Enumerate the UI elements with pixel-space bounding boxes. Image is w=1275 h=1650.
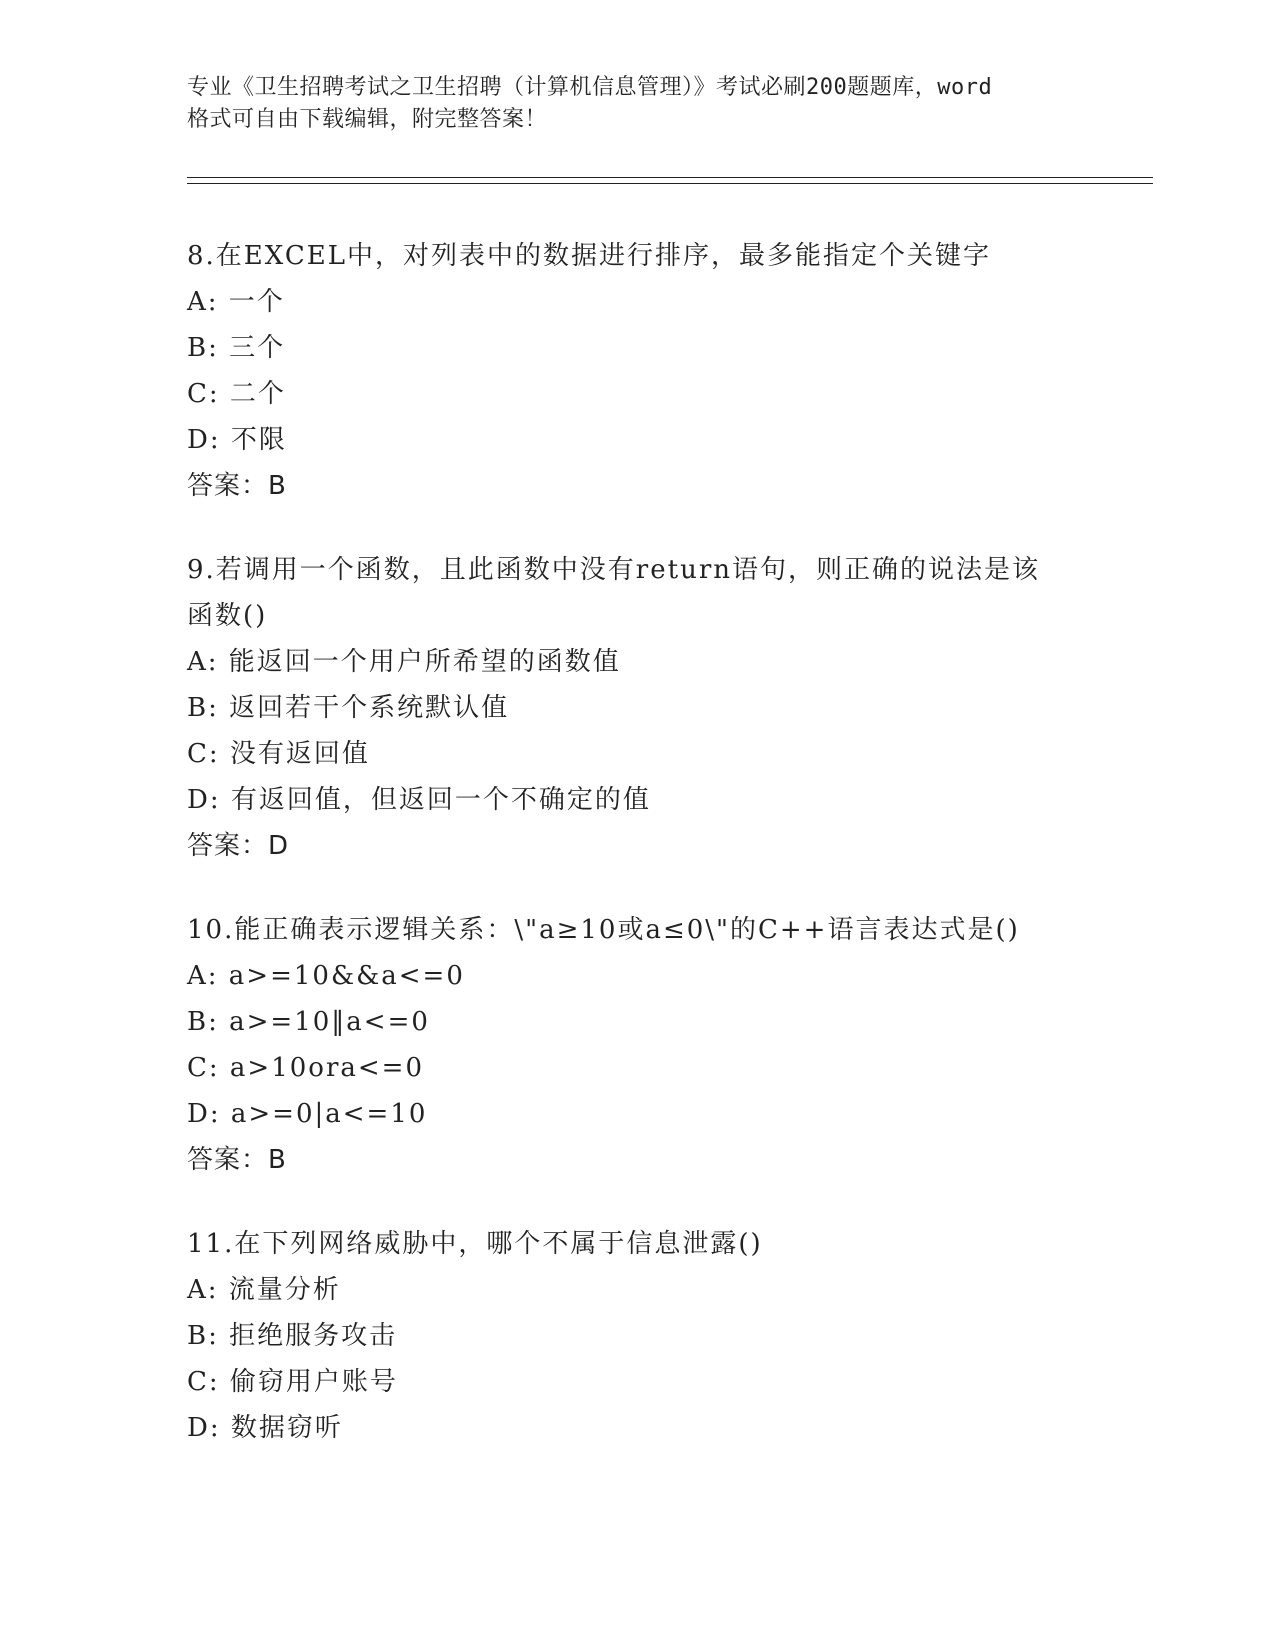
option-d: D: 数据窃听: [187, 1413, 343, 1443]
question-stem-line-2: 函数(): [187, 601, 268, 631]
option-d: D: a>=0|a<=10: [187, 1099, 428, 1129]
header-line-1: 专业《卫生招聘考试之卫生招聘（计算机信息管理）》考试必刷200题题库，word: [187, 75, 993, 100]
option-d: D: 不限: [187, 425, 287, 455]
question-stem: 11.在下列网络威胁中，哪个不属于信息泄露(): [187, 1229, 763, 1259]
header-divider-bottom: [187, 183, 1153, 184]
option-b: B: 返回若干个系统默认值: [187, 693, 510, 723]
question-10: [187, 907, 1087, 1183]
document-header: [187, 72, 1087, 136]
answer-label: 答案：B: [187, 1145, 287, 1175]
option-b: B: 三个: [187, 333, 286, 363]
header-divider-top: [187, 177, 1153, 178]
option-a: A: 能返回一个用户所希望的函数值: [187, 647, 621, 677]
option-a: A: 一个: [187, 287, 285, 317]
question-stem: 10.能正确表示逻辑关系：\"a≥10或a≤0\"的C++语言表达式是(): [187, 915, 1020, 945]
header-line-2: 格式可自由下载编辑，附完整答案！: [187, 107, 548, 132]
option-c: C: a>10ora<=0: [187, 1053, 424, 1083]
option-b: B: 拒绝服务攻击: [187, 1321, 398, 1351]
option-c: C: 偷窃用户账号: [187, 1367, 398, 1397]
question-9: [187, 547, 1087, 869]
question-stem-line-1: 9.若调用一个函数，且此函数中没有return语句，则正确的说法是该: [187, 555, 1040, 585]
answer-label: 答案：B: [187, 471, 287, 501]
question-8: [187, 233, 1087, 509]
option-c: C: 二个: [187, 379, 286, 409]
option-a: A: a>=10&&a<=0: [187, 961, 465, 991]
option-d: D: 有返回值，但返回一个不确定的值: [187, 785, 651, 815]
option-c: C: 没有返回值: [187, 739, 370, 769]
option-b: B: a>=10‖a<=0: [187, 1007, 430, 1037]
answer-label: 答案：D: [187, 831, 290, 861]
question-stem: 8.在EXCEL中，对列表中的数据进行排序，最多能指定个关键字: [187, 241, 991, 271]
question-11: [187, 1221, 1087, 1451]
question-list: [187, 233, 1087, 1489]
option-a: A: 流量分析: [187, 1275, 341, 1305]
